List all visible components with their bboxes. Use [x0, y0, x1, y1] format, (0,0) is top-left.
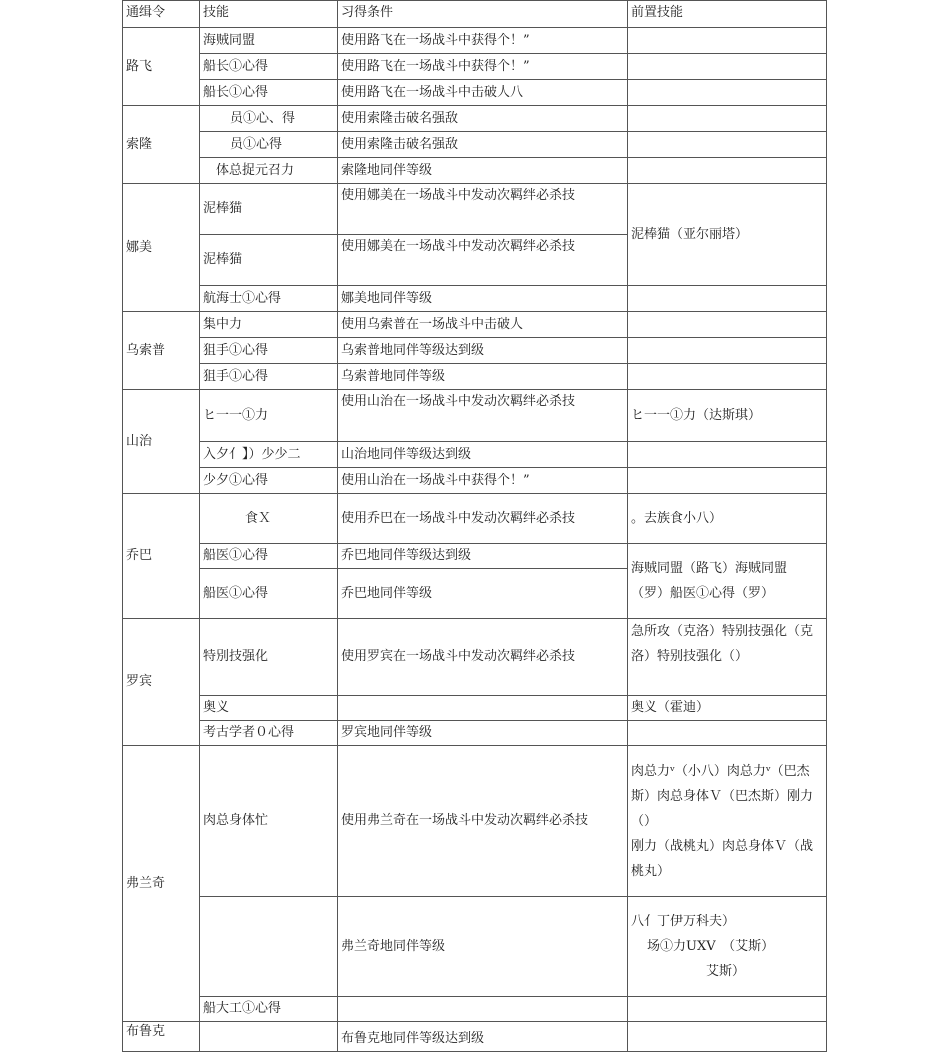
prereq-cell: [628, 54, 827, 80]
condition-cell: 使用索隆击破名强敌: [338, 106, 628, 132]
skill-cell: [200, 897, 338, 997]
condition-cell: 使用罗宾在一场战斗中发动次羁绊必杀技: [338, 619, 628, 696]
condition-cell: [338, 696, 628, 721]
condition-cell: 乌索普地同伴等级达到级: [338, 338, 628, 364]
character-name: 罗宾: [123, 619, 200, 746]
prereq-cell: [628, 442, 827, 468]
condition-cell: 弗兰奇地同伴等级: [338, 897, 628, 997]
condition-cell: 使用娜美在一场战斗中发动次羁绊必杀技: [338, 235, 628, 286]
prereq-cell: [628, 158, 827, 184]
skill-cell: 海贼同盟: [200, 28, 338, 54]
condition-cell: [338, 997, 628, 1022]
character-name: 山治: [123, 390, 200, 494]
condition-cell: 使用索隆击破名强敌: [338, 132, 628, 158]
skill-cell: 狙手①心得: [200, 338, 338, 364]
table-row: [123, 338, 827, 364]
prereq-cell: [628, 897, 827, 997]
skill-cell: 船医①心得: [200, 544, 338, 569]
prereq-cell: [628, 132, 827, 158]
prereq-line: 艾斯）: [706, 964, 746, 979]
table-row: [123, 132, 827, 158]
skill-cell: 少夕①心得: [200, 468, 338, 494]
character-name: 乌索普: [123, 312, 200, 390]
condition-cell: 使用山治在一场战斗中获得个！”: [338, 468, 628, 494]
condition-cell: 乔巴地同伴等级达到级: [338, 544, 628, 569]
prereq-cell: [628, 746, 827, 897]
skill-cell: 船大工①心得: [200, 997, 338, 1022]
table-row: [123, 28, 827, 54]
table-row: [123, 158, 827, 184]
table-row: [123, 106, 827, 132]
prereq-cell: [628, 1022, 827, 1052]
prereq-line: （罗）船医①心得（罗）: [631, 586, 775, 601]
prereq-line: 八亻丁伊万科夫）: [631, 914, 736, 929]
table-row: [123, 286, 827, 312]
prereq-cell: [628, 106, 827, 132]
character-name: 布鲁克: [123, 1022, 200, 1052]
skill-cell: 食Ｘ: [200, 494, 338, 544]
condition-cell: 使用路飞在一场战斗中获得个！”: [338, 28, 628, 54]
condition-cell: 使用乌索普在一场战斗中击破人: [338, 312, 628, 338]
prereq-cell: 奥义（霍迪）: [628, 696, 827, 721]
condition-cell: 使用山治在一场战斗中发动次羁绊必杀技: [338, 390, 628, 442]
header-wanted: 通缉令: [123, 1, 200, 28]
prereq-cell: [628, 338, 827, 364]
header-condition: 习得条件: [338, 1, 628, 28]
prereq-line: 刚力（战桃丸）肉总身体Ｖ（战桃丸）: [631, 838, 814, 879]
prereq-cell: ヒ一一①力（达斯琪）: [628, 390, 827, 442]
condition-cell: 山治地同伴等级达到级: [338, 442, 628, 468]
table-row: [123, 364, 827, 390]
condition-cell: 索隆地同伴等级: [338, 158, 628, 184]
condition-cell: 使用娜美在一场战斗中发动次羁绊必杀技: [338, 184, 628, 235]
condition-cell: 使用弗兰奇在一场战斗中发动次羁绊必杀技: [338, 746, 628, 897]
skill-table: [122, 0, 827, 1052]
prereq-cell: [628, 28, 827, 54]
skill-cell: 航海士①心得: [200, 286, 338, 312]
prereq-line: 场①力UXV （艾斯）: [647, 939, 775, 954]
skill-cell: 考古学者０心得: [200, 721, 338, 746]
skill-cell: 泥棒猫: [200, 184, 338, 235]
prereq-cell: [628, 286, 827, 312]
condition-cell: 娜美地同伴等级: [338, 286, 628, 312]
table-row: [123, 494, 827, 544]
condition-cell: 使用路飞在一场战斗中获得个！”: [338, 54, 628, 80]
skill-cell: 船长①心得: [200, 80, 338, 106]
table-row: [123, 1022, 827, 1052]
table-row: [123, 619, 827, 696]
condition-cell: 布鲁克地同伴等级达到级: [338, 1022, 628, 1052]
prereq-cell: [628, 544, 827, 619]
skill-cell: 狙手①心得: [200, 364, 338, 390]
condition-cell: 罗宾地同伴等级: [338, 721, 628, 746]
skill-cell: 体总捉元召力: [200, 158, 338, 184]
table-row: [123, 390, 827, 442]
skill-cell: ヒ一一①力: [200, 390, 338, 442]
skill-cell: 肉总身体忙: [200, 746, 338, 897]
skill-cell: 泥棒猫: [200, 235, 338, 286]
table-row: [123, 746, 827, 897]
condition-cell: 使用路飞在一场战斗中击破人八: [338, 80, 628, 106]
skill-cell: 员①心得: [200, 132, 338, 158]
skill-cell: 员①心、得: [200, 106, 338, 132]
condition-cell: 使用乔巴在一场战斗中发动次羁绊必杀技: [338, 494, 628, 544]
character-name: 乔巴: [123, 494, 200, 619]
table-row: [123, 721, 827, 746]
prereq-line: 海贼同盟（路飞）海贼同盟: [631, 561, 788, 576]
character-name: 索隆: [123, 106, 200, 184]
table-row: [123, 544, 827, 569]
skill-cell: 船长①心得: [200, 54, 338, 80]
skill-cell: 集中力: [200, 312, 338, 338]
skill-cell: [200, 1022, 338, 1052]
table-row: [123, 184, 827, 235]
prereq-cell: [628, 721, 827, 746]
header-skill: 技能: [200, 1, 338, 28]
prereq-cell: 。去族食小八）: [628, 494, 827, 544]
prereq-cell: [628, 312, 827, 338]
character-name: 弗兰奇: [123, 746, 200, 1022]
character-name: 娜美: [123, 184, 200, 312]
table-row: [123, 80, 827, 106]
table-row: [123, 442, 827, 468]
prereq-cell: [628, 468, 827, 494]
table-row: [123, 897, 827, 997]
table-row: [123, 696, 827, 721]
table-row: [123, 468, 827, 494]
character-name: 路飞: [123, 28, 200, 106]
skill-cell: 奥义: [200, 696, 338, 721]
skill-cell: 入夕亻】）少少二: [200, 442, 338, 468]
table-row: [123, 997, 827, 1022]
header-row: [123, 1, 827, 28]
condition-cell: 乌索普地同伴等级: [338, 364, 628, 390]
prereq-cell: [628, 364, 827, 390]
condition-cell: 乔巴地同伴等级: [338, 569, 628, 619]
prereq-line: 肉总力ᵛ（小八）肉总力ᵛ（巴杰斯）肉总身体Ｖ（巴杰斯）刚力（）: [631, 763, 814, 829]
skill-cell: 船医①心得: [200, 569, 338, 619]
prereq-cell: [628, 80, 827, 106]
table-row: [123, 54, 827, 80]
skill-cell: 特別技强化: [200, 619, 338, 696]
prereq-cell: 急所攻（克洛）特别技强化（克洛）特别技强化（）: [628, 619, 827, 696]
header-prereq: 前置技能: [628, 1, 827, 28]
table-row: [123, 312, 827, 338]
prereq-cell: [628, 997, 827, 1022]
prereq-cell: 泥棒猫（亚尔丽塔）: [628, 184, 827, 286]
